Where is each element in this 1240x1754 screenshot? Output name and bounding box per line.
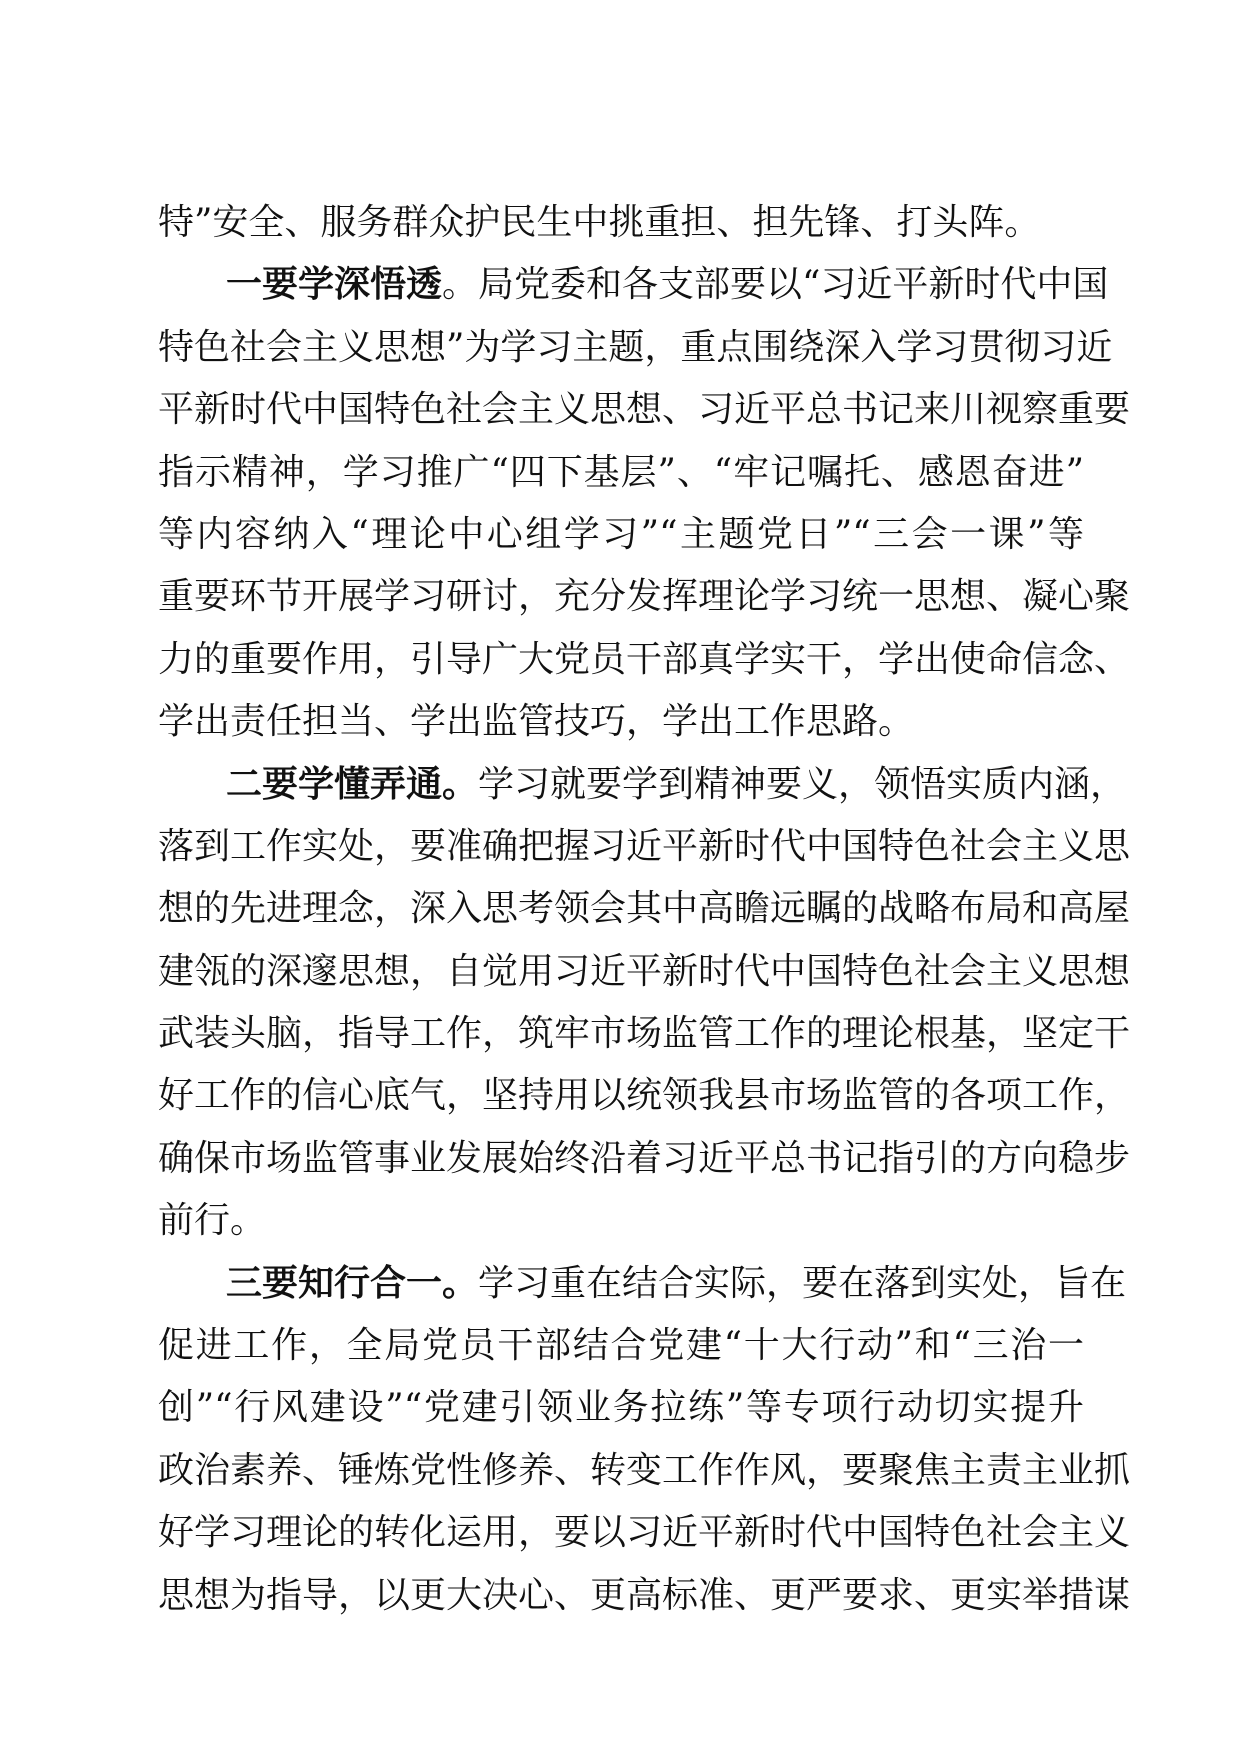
paragraph-line: 重要环节开展学习研讨，充分发挥理论学习统一思想、凝心聚 [158,576,1131,618]
paragraph-line: 特色社会主义思想”为学习主题，重点围绕深入学习贯彻习近 [158,326,1113,368]
paragraph-line: 促进工作，全局党员干部结合党建“十大行动”和“三治一 [158,1325,1084,1367]
paragraph-line: 思想为指导，以更大决心、更高标准、更严要求、更实举措谋 [158,1574,1131,1616]
paragraph-line: 力的重要作用，引导广大党员干部真学实干，学出使命信念、 [158,638,1131,680]
paragraph-line [158,254,1109,316]
paragraph-line: 学出责任担当、学出监管技巧，学出工作思路。 [158,701,915,743]
section-heading: 三要知行合一。 [226,1262,479,1304]
paragraph-line [158,1253,1127,1315]
paragraph-line: 特”安全、服务群众护民生中挑重担、担先锋、打头阵。 [158,202,1041,243]
paragraph-text: 。局党委和各支部要以“习近平新时代中国 [442,264,1109,306]
paragraph-line [158,754,1127,816]
paragraph-text: 学习就要学到精神要义，领悟实质内涵， [478,763,1127,805]
paragraph-line: 确保市场监管事业发展始终沿着习近平总书记指引的方向稳步 [158,1137,1131,1179]
paragraph-line: 等内容纳入“理论中心组学习”“主题党日”“三会一课”等 [158,513,1084,555]
document-body [158,192,1131,1627]
paragraph-line: 创”“行风建设”“党建引领业务拉练”等专项行动切实提升 [158,1387,1084,1429]
paragraph-line: 政治素养、锤炼党性修养、转变工作作风，要聚焦主责主业抓 [158,1449,1131,1491]
paragraph-text: 学习重在结合实际，要在落到实处，旨在 [478,1262,1127,1304]
paragraph-line: 好工作的信心底气，坚持用以统领我县市场监管的各项工作， [158,1075,1131,1117]
paragraph-line: 建瓴的深邃思想，自觉用习近平新时代中国特色社会主义思想 [158,950,1131,992]
paragraph-line: 想的先进理念，深入思考领会其中高瞻远瞩的战略布局和高屋 [158,888,1131,930]
paragraph-line: 武装头脑，指导工作，筑牢市场监管工作的理论根基，坚定干 [158,1013,1131,1055]
paragraph-line: 好学习理论的转化运用，要以习近平新时代中国特色社会主义 [158,1512,1131,1554]
paragraph-line: 平新时代中国特色社会主义思想、习近平总书记来川视察重要 [158,389,1131,431]
paragraph-line: 前行。 [158,1200,267,1242]
paragraph-line: 落到工作实处，要准确把握习近平新时代中国特色社会主义思 [158,825,1131,867]
section-heading: 一要学深悟透 [226,264,443,306]
paragraph-line: 指示精神，学习推广“四下基层”、“牢记嘱托、感恩奋进” [158,451,1084,493]
section-heading: 二要学懂弄通。 [226,763,479,805]
